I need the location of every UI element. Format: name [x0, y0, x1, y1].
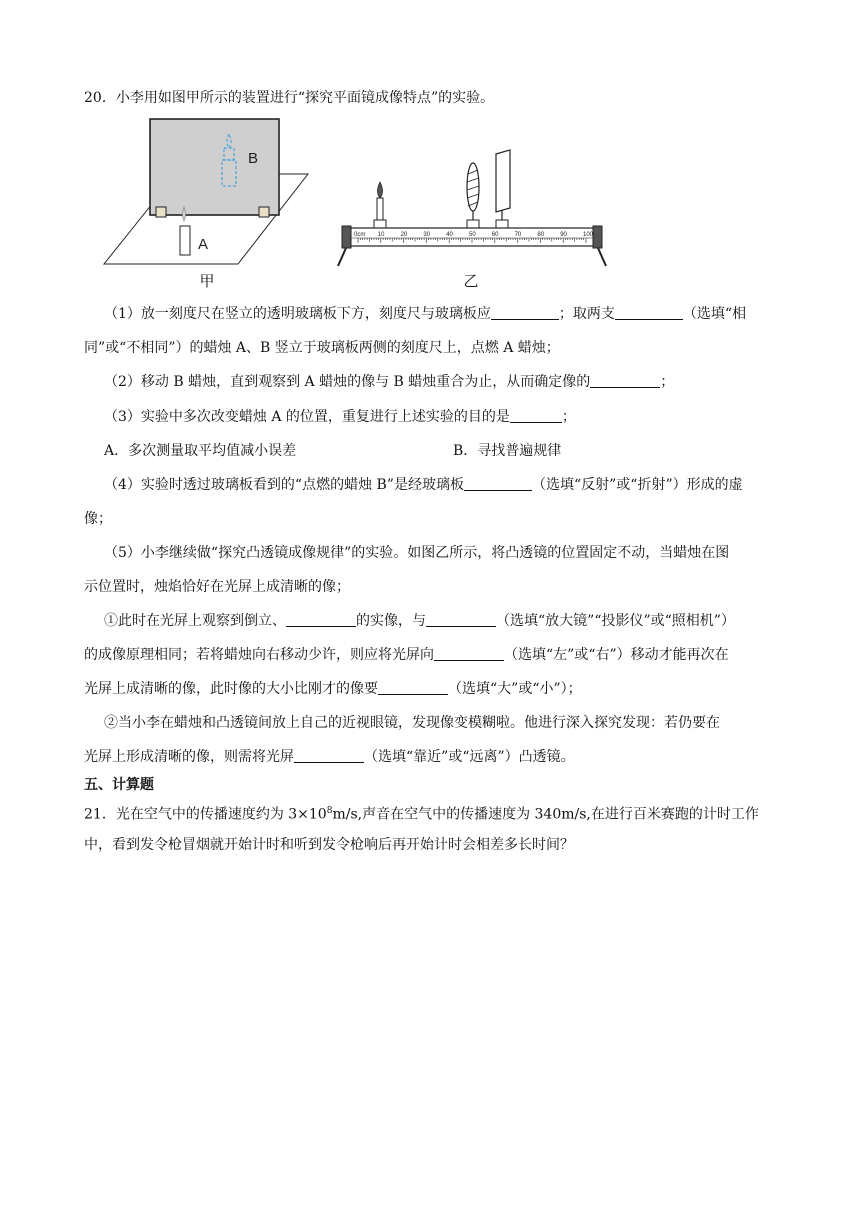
- glass-stand-right: [259, 207, 269, 217]
- answer-blank-4[interactable]: [510, 408, 562, 423]
- answer-blank-3[interactable]: [590, 373, 660, 388]
- q20-part4-line2: 像；: [84, 511, 112, 527]
- q20-part3: （3）实验中多次改变蜡烛 A 的位置，重复进行上述实验的目的是 ；: [104, 409, 576, 425]
- figure-jia-plane-mirror: [100, 116, 315, 268]
- candle-on-bench: [377, 182, 383, 220]
- q20-part2: （2）移动 B 蜡烛，直到观察到 A 蜡烛的像与 B 蜡烛重合为止，从而确定像的 ；: [104, 374, 675, 390]
- answer-blank-1[interactable]: [491, 305, 559, 320]
- caption-jia: 甲: [199, 272, 215, 290]
- q20-sub2-line2: 光屏上形成清晰的像，则需将光屏 （选填“靠近”或“远离”）凸透镜。: [84, 749, 575, 765]
- q20-sub1-line2: 的成像原理相同；若将蜡烛向右移动少许，则应将光屏向 （选填“左”或“右”）移动才能再次在: [84, 647, 729, 663]
- bench-holders: [374, 220, 508, 228]
- label-a: A: [198, 236, 209, 253]
- ruler-tick-label: 80: [537, 232, 545, 238]
- q20-part1-line1: （1）放一刻度尺在竖立的透明玻璃板下方，刻度尺与玻璃板应 ；取两支 （选填“相: [104, 306, 747, 322]
- q20-intro: 20．小李用如图甲所示的装置进行“探究平面镜成像特点”的实验。: [84, 90, 495, 106]
- ruler-tick-label: 10: [377, 232, 385, 238]
- q20-sub1-line3: 光屏上成清晰的像，此时像的大小比刚才的像要 （选填“大”或“小”）；: [84, 681, 582, 697]
- ruler-tick-label: 90: [560, 232, 567, 238]
- answer-blank-5[interactable]: [464, 476, 532, 491]
- ruler-tick-label: 0cm: [354, 232, 366, 238]
- figure-yi-optical-bench: [330, 140, 612, 270]
- ruler-tick-label: 20: [400, 232, 408, 238]
- q21-line2: 中，看到发令枪冒烟就开始计时和听到发令枪响后再开始计时会相差多长时间？: [84, 837, 574, 853]
- ruler-tick-label: 70: [514, 232, 522, 238]
- answer-blank-10[interactable]: [294, 748, 364, 763]
- caption-yi: 乙: [463, 272, 479, 290]
- q20-part5-line1: （5）小李继续做“探究凸透镜成像规律”的实验。如图乙所示，将凸透镜的位置固定不动，当蜡烛在图: [104, 545, 730, 561]
- ruler-tick-label: 60: [491, 232, 499, 238]
- ruler-tick-label: 100: [583, 232, 594, 238]
- answer-blank-6[interactable]: [286, 612, 356, 627]
- ruler-tick-label: 40: [446, 232, 453, 238]
- ruler-tick-label: 30: [423, 232, 431, 238]
- ruler-tick-label: 50: [469, 232, 476, 238]
- glass-plate: [150, 119, 279, 215]
- q20-sub1-line1: ①此时在光屏上观察到倒立、 的实像，与 （选填“放大镜”“投影仪”或“照相机”）: [104, 613, 735, 629]
- answer-blank-9[interactable]: [378, 680, 448, 695]
- light-screen: [496, 150, 510, 220]
- q20-sub2-line1: ②当小李在蜡烛和凸透镜间放上自己的近视眼镜，发现像变模糊啦。他进行深入探究发现：若仍要在: [104, 715, 720, 731]
- q20-option-b: B．寻找普遍规律: [453, 443, 562, 459]
- label-b: B: [248, 150, 259, 167]
- glass-stand-left: [156, 207, 166, 217]
- answer-blank-8[interactable]: [434, 646, 504, 661]
- section-five-title: 五、计算题: [84, 777, 154, 793]
- q20-part4-line1: （4）实验时透过玻璃板看到的“点燃的蜡烛 B”是经玻璃板 （选填“反射”或“折射”）形成的虚: [104, 477, 743, 493]
- answer-blank-2[interactable]: [615, 305, 683, 320]
- q20-option-a: A．多次测量取平均值减小误差: [104, 443, 297, 459]
- convex-lens: [467, 163, 479, 220]
- answer-blank-7[interactable]: [426, 612, 496, 627]
- q21-line1: 21．光在空气中的传播速度约为 $3\times 10^8m/s$,声音在空气中的传播速度为 340m/s,在进行百米赛跑的计时工作: [84, 806, 759, 823]
- q20-part5-line2: 示位置时，烛焰恰好在光屏上成清晰的像；: [84, 579, 350, 595]
- q20-part1-line2: 同”或“不相同”）的蜡烛 A、B 竖立于玻璃板两侧的刻度尺上，点燃 A 蜡烛；: [84, 340, 560, 356]
